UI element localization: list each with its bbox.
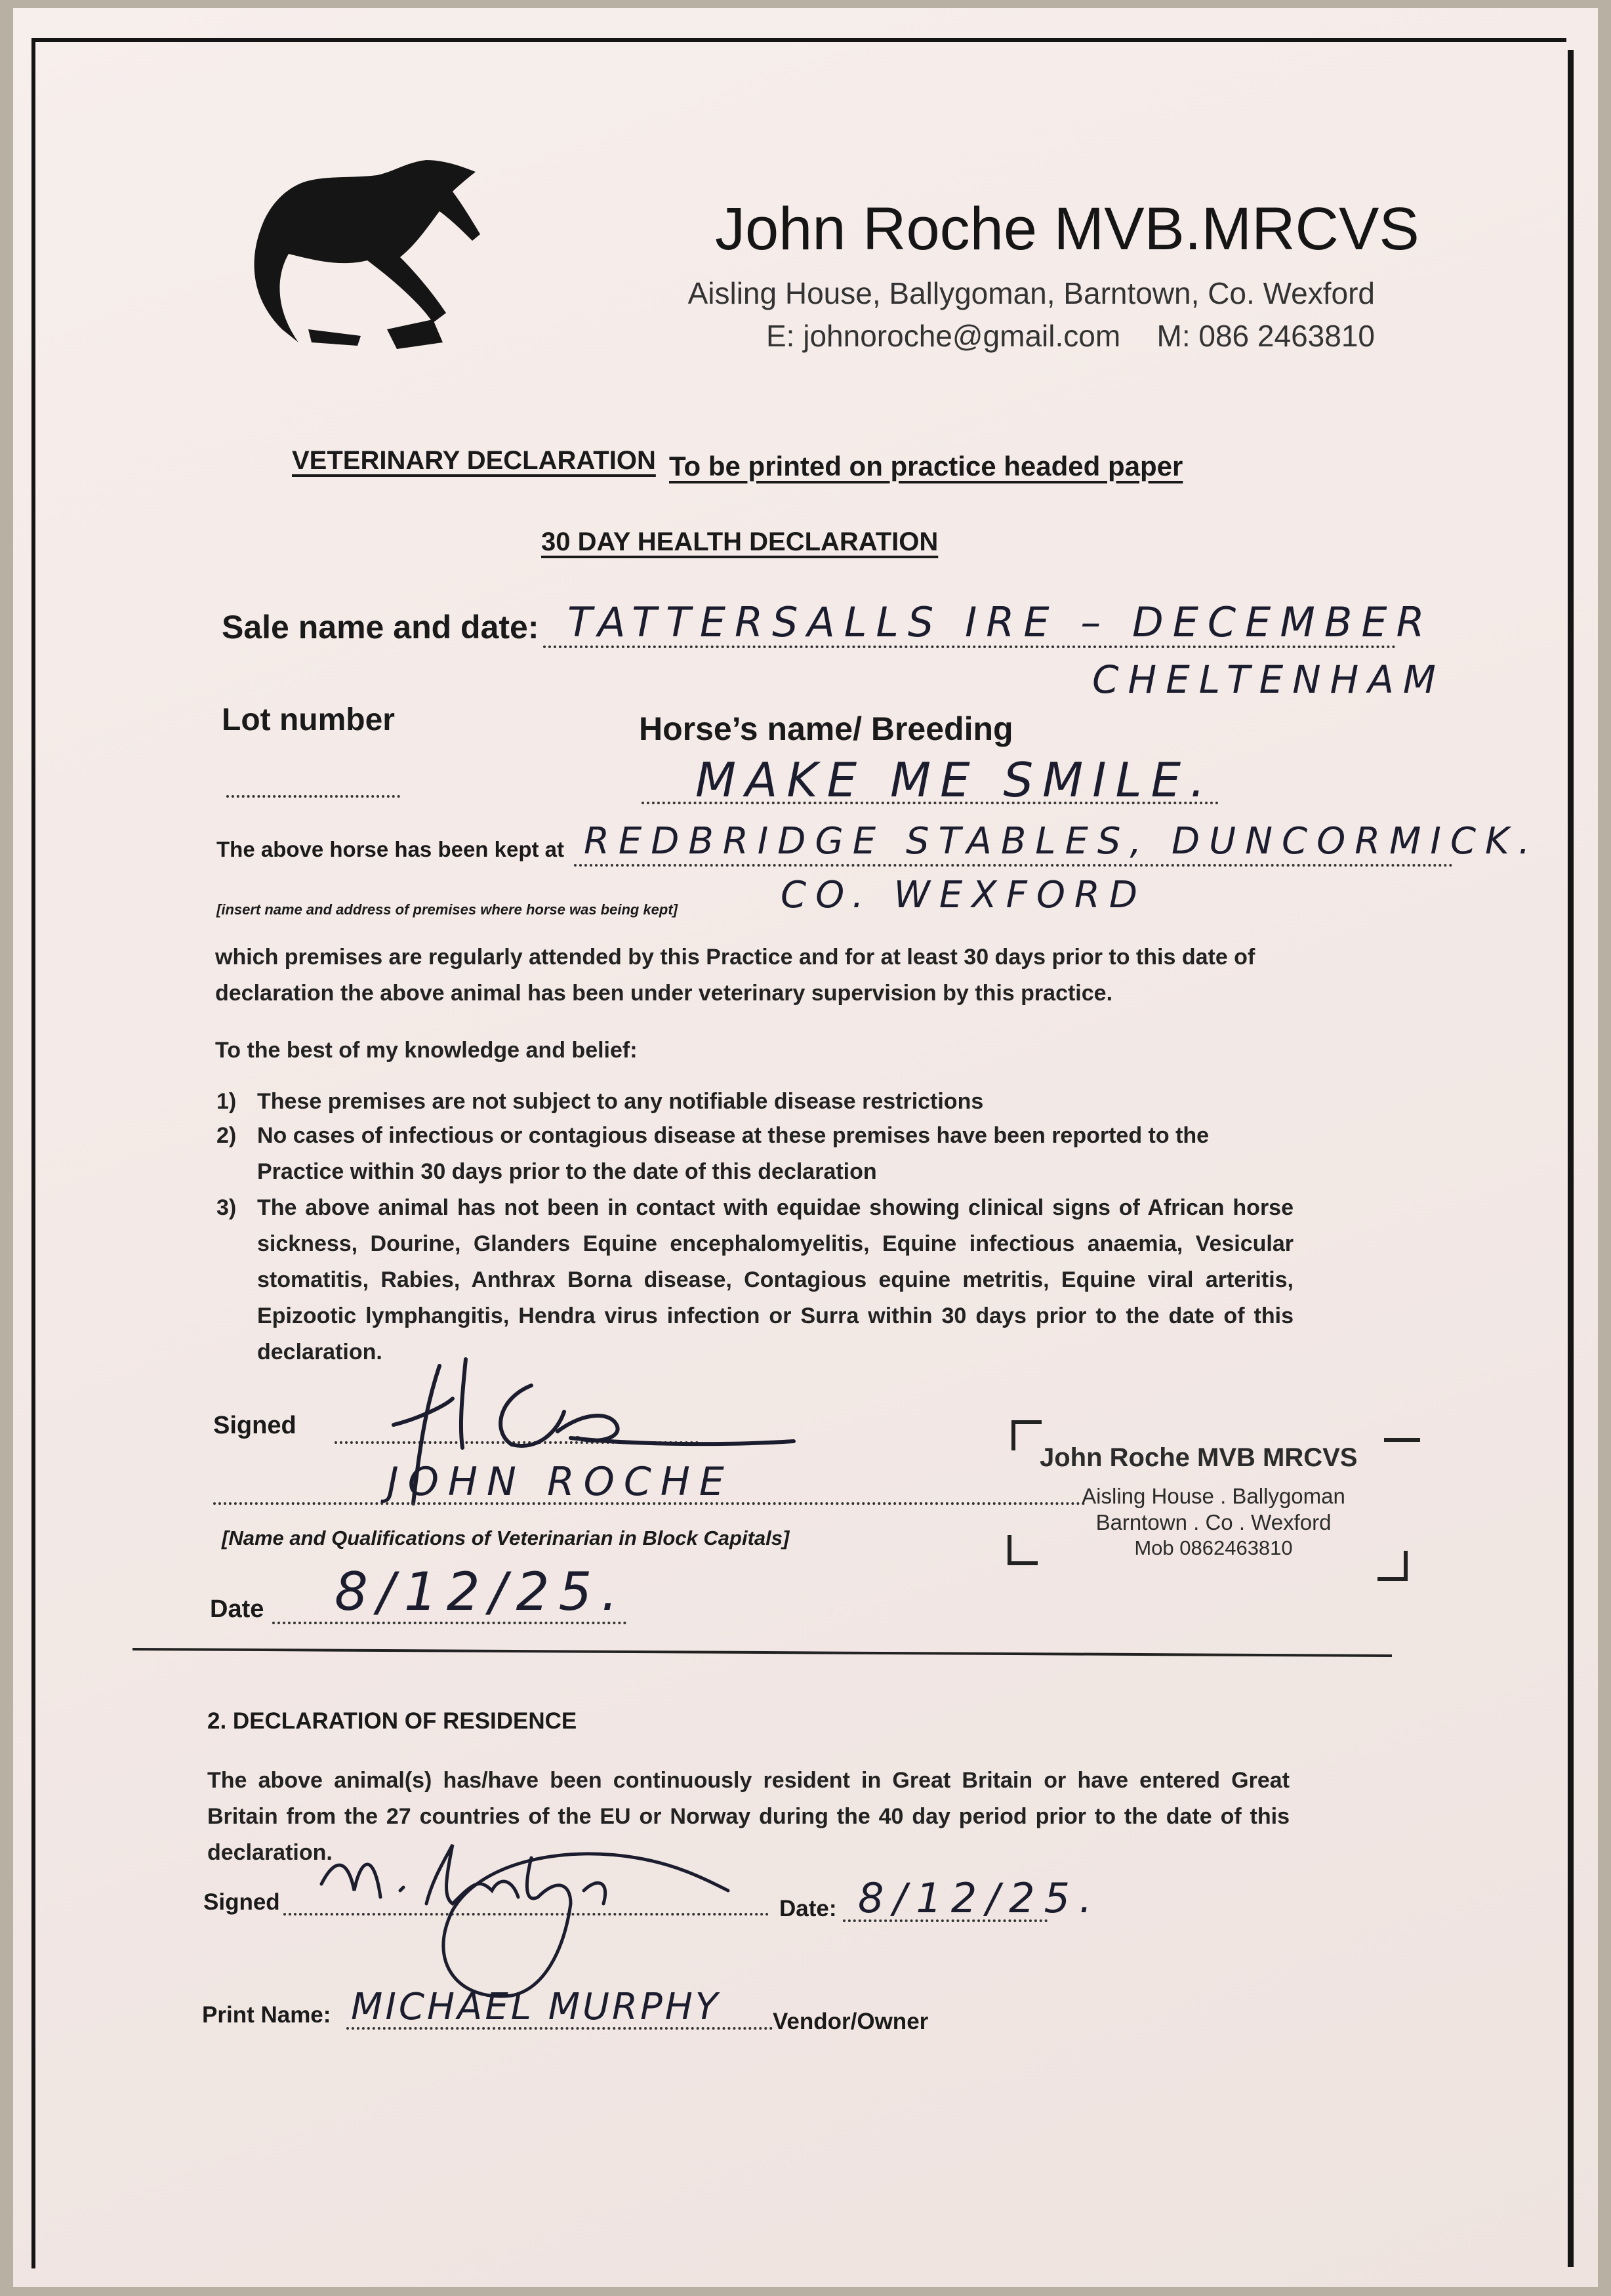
- premises-label: The above horse has been kept at: [216, 837, 564, 861]
- print-name-value: MICHAEL MURPHY: [351, 1986, 721, 2028]
- border-right: [1568, 50, 1574, 2267]
- premises-dots: [574, 864, 1453, 867]
- section-title: 30 DAY HEALTH DECLARATION: [541, 527, 939, 556]
- stamp-line2: Aisling House . Ballygoman: [1082, 1484, 1345, 1508]
- residence-title: 2. DECLARATION OF RESIDENCE: [207, 1708, 577, 1734]
- border-left: [31, 38, 35, 2268]
- declaration-subtitle: To be printed on practice headed paper: [669, 451, 1183, 482]
- sale-label: Sale name and date:: [222, 609, 539, 646]
- list-item-number: 1): [216, 1089, 237, 1114]
- vet-signed-label: Signed: [213, 1412, 296, 1439]
- lot-dots: [226, 795, 400, 798]
- stamp-corner-bl: [1008, 1535, 1038, 1565]
- statement-belief: To the best of my knowledge and belief:: [215, 1038, 638, 1063]
- list-item-text: The above animal has not been in contact with equidae showing clinical signs of African horse sickness, Dourine, Glanders Equine encephalomyelitis, Equine infectious anaemia, Vesicular stomatitis, Rabies, Anthrax Borna disease, Contagious equine metritis, Equine viral arteritis, Epizootic lymphangitis, Hendra virus infection or Surra within 30 days prior to the date of this declaration.: [257, 1195, 1294, 1364]
- residence-date-label: Date:: [779, 1896, 837, 1921]
- list-item-number: 2): [216, 1123, 237, 1148]
- premises-hint: [insert name and address of premises where horse was being kept]: [216, 901, 678, 918]
- lot-label: Lot number: [222, 703, 395, 737]
- sale-value-line2: CHELTENHAM: [1092, 657, 1445, 702]
- horse-value: MAKE ME SMILE.: [695, 752, 1215, 808]
- practice-name: John Roche MVB.MRCVS: [715, 195, 1419, 262]
- statement-intro: which premises are regularly attended by this Practice and for at least 30 days prior to this date of declaration the above animal has been under veterinary supervision by this practice.: [215, 945, 1255, 1006]
- vet-name-hint: [Name and Qualifications of Veterinarian in Block Capitals]: [222, 1527, 790, 1549]
- vet-block-name: JOHN ROCHE: [387, 1459, 733, 1505]
- vendor-owner-label: Vendor/Owner: [773, 2009, 929, 2034]
- declaration-title: VETERINARY DECLARATION: [292, 446, 656, 475]
- sale-value-line1: TATTERSALLS IRE – DECEMBER: [567, 598, 1434, 646]
- stamp-line3: Barntown . Co . Wexford: [1095, 1510, 1332, 1534]
- premises-value-line2: CO. WEXFORD: [781, 874, 1147, 916]
- vet-date-label: Date: [210, 1595, 264, 1623]
- residence-date-value: 8/12/25.: [858, 1874, 1101, 1922]
- vet-date-value: 8/12/25.: [335, 1561, 627, 1622]
- border-top: [31, 38, 1566, 42]
- stamp-mark-tr: [1384, 1438, 1420, 1442]
- residence-text: The above animal(s) has/have been continuously resident in Great Britain or have entered Great Britain from the 27 countries of the EU or Norway during the 40 day period prior to the date of this declaration.: [207, 1768, 1290, 1865]
- list-item-text: No cases of infectious or contagious disease at these premises have been reported to the Practice within 30 days prior to the date of this declaration: [257, 1123, 1210, 1184]
- practice-address: Aisling House, Ballygoman, Barntown, Co. Wexford: [687, 276, 1375, 310]
- practice-mobile: M: 086 2463810: [1156, 319, 1375, 353]
- section-divider: [133, 1648, 1392, 1657]
- declaration-paper: [13, 8, 1598, 2287]
- stamp-corner-tl: [1011, 1420, 1042, 1450]
- print-name-label: Print Name:: [202, 2002, 331, 2028]
- practice-email: E: johnoroche@gmail.com: [766, 319, 1121, 353]
- stamp-line1: John Roche MVB MRCVS: [1040, 1443, 1358, 1472]
- leaping-horse-icon: [236, 146, 499, 362]
- residence-signed-label: Signed: [203, 1889, 280, 1915]
- stamp-line4: Mob 0862463810: [1134, 1536, 1293, 1559]
- premises-value-line1: REDBRIDGE STABLES, DUNCORMICK.: [584, 820, 1540, 863]
- horse-label: Horse’s name/ Breeding: [639, 710, 1013, 747]
- list-item-number: 3): [216, 1195, 237, 1220]
- list-item-text: These premises are not subject to any notifiable disease restrictions: [257, 1089, 984, 1114]
